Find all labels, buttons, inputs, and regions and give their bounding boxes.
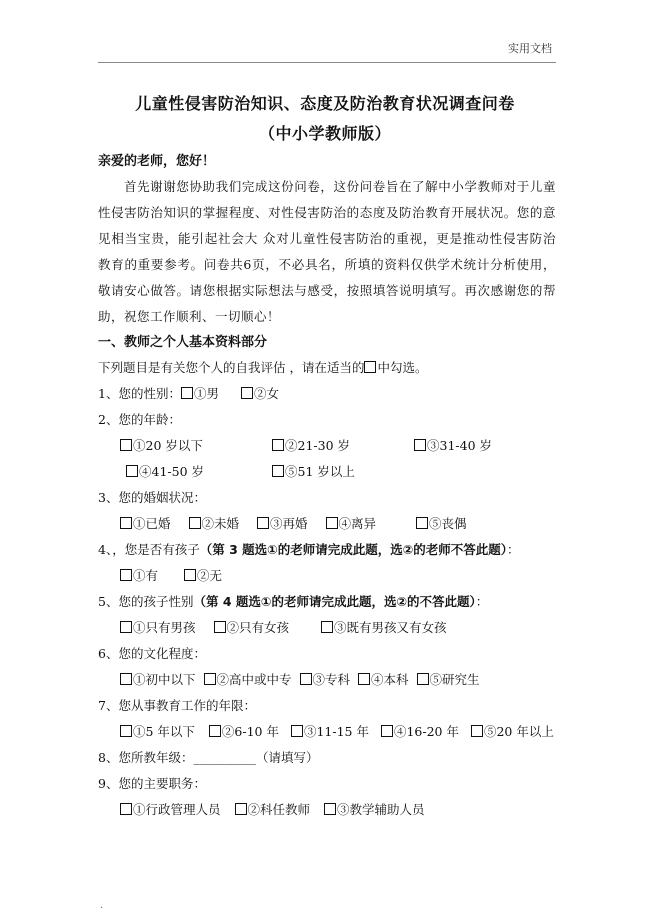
checkbox[interactable] <box>214 621 226 633</box>
checkbox[interactable] <box>417 673 429 685</box>
checkbox[interactable] <box>181 387 193 399</box>
checkbox[interactable] <box>184 569 196 581</box>
question-label: 4、，您是否有孩子 <box>98 542 200 557</box>
option-label: ⑤丧偶 <box>429 516 467 531</box>
checkbox[interactable] <box>272 465 284 477</box>
checkbox[interactable] <box>120 725 132 737</box>
option-years-4[interactable] <box>381 719 459 745</box>
checkbox[interactable] <box>300 673 312 685</box>
checkbox-sample <box>364 361 376 373</box>
option-years-1[interactable] <box>120 719 195 745</box>
question-tail: ： <box>507 542 520 557</box>
option-label: ②女 <box>253 386 279 401</box>
question-note: （第 3 题选①的老师请完成此题，选②的老师不答此题） <box>199 542 508 557</box>
checkbox[interactable] <box>326 517 338 529</box>
option-role-3[interactable] <box>324 797 425 823</box>
option-male[interactable] <box>181 381 219 407</box>
question-6: 6、您的文化程度： <box>98 646 206 661</box>
checkbox[interactable] <box>120 673 132 685</box>
section-instruction <box>98 355 556 381</box>
checkbox[interactable] <box>272 439 284 451</box>
checkbox[interactable] <box>416 517 428 529</box>
option-age-3[interactable] <box>414 433 492 459</box>
questionnaire-body <box>98 150 556 823</box>
option-label: ⑤研究生 <box>429 672 480 687</box>
checkbox[interactable] <box>381 725 393 737</box>
question-3-options <box>98 511 556 537</box>
option-age-5[interactable] <box>272 459 355 485</box>
footer-mark: . <box>100 900 104 911</box>
option-unmarried[interactable] <box>189 511 240 537</box>
checkbox[interactable] <box>241 387 253 399</box>
option-label: ④离异 <box>338 516 377 531</box>
option-age-1[interactable] <box>120 433 203 459</box>
option-label: ①5 年以下 <box>133 724 195 739</box>
checkbox[interactable] <box>324 803 336 815</box>
header-label: 实用文档 <box>508 42 552 55</box>
option-label: ⑤20 年以上 <box>483 724 554 739</box>
question-5 <box>98 589 556 615</box>
option-role-2[interactable] <box>235 797 311 823</box>
option-only-girls[interactable] <box>214 615 290 641</box>
question-6-options <box>98 667 556 693</box>
option-label: ②高中或中专 <box>216 672 292 687</box>
section-heading: 一、教师之个人基本资料部分 <box>98 335 268 350</box>
option-label: ①20 岁以下 <box>133 438 203 453</box>
checkbox[interactable] <box>471 725 483 737</box>
greeting: 亲爱的老师，您好！ <box>98 154 216 169</box>
checkbox[interactable] <box>120 517 132 529</box>
question-7: 7、您从事教育工作的年限： <box>98 698 256 713</box>
option-label: ③再婚 <box>270 516 308 531</box>
option-divorced[interactable] <box>326 511 377 537</box>
option-label: ④41-50 岁 <box>139 464 205 479</box>
option-label: ②6-10 年 <box>221 724 279 739</box>
option-edu-4[interactable] <box>358 667 409 693</box>
grade-blank[interactable]: __________ <box>193 750 256 765</box>
option-years-3[interactable] <box>291 719 369 745</box>
question-5-options <box>98 615 556 641</box>
question-1 <box>98 381 556 407</box>
option-edu-3[interactable] <box>300 667 351 693</box>
question-label: 1、您的性别： <box>98 386 181 401</box>
option-label: ③11-15 年 <box>303 724 369 739</box>
question-9-options <box>98 797 556 823</box>
header-rule <box>98 62 556 63</box>
option-label: ②未婚 <box>201 516 240 531</box>
option-no-child[interactable] <box>184 563 222 589</box>
option-widowed[interactable] <box>416 511 467 537</box>
question-4 <box>98 537 556 563</box>
question-tail: ： <box>475 594 489 609</box>
checkbox[interactable] <box>235 803 247 815</box>
instruction-text-a: 下列题目是有关您个人的自我评估 ，请在适当的 <box>98 360 365 375</box>
option-label: ②无 <box>197 568 223 583</box>
option-edu-5[interactable] <box>417 667 480 693</box>
option-label: ①只有男孩 <box>133 620 196 635</box>
checkbox[interactable] <box>120 621 132 633</box>
intro-paragraph: 首先谢谢您协助我们完成这份问卷，这份问卷旨在了解中小学教师对于儿童性侵害防治知识的掌握程度、对性侵害防治的态度及防治教育开展状况。您的意见相当宝贵，能引起社会大 众对儿童性侵害防治的重视，更是推动性侵害防治教育的重要参考。问卷共6页，不必具名，所填的资料仅供学术统计分析使用，敬请安心做答。请您根据实际想法与感受，按照填答说明填写。再次感谢您的帮助，祝您工作顺利、一切顺心！ <box>98 179 556 324</box>
option-label: ③31-40 岁 <box>427 438 493 453</box>
option-label: ⑤51 岁以上 <box>285 464 355 479</box>
option-label: ②科任教师 <box>247 802 311 817</box>
checkbox[interactable] <box>204 673 216 685</box>
option-label: ①有 <box>133 568 159 583</box>
option-female[interactable] <box>241 381 279 407</box>
question-7-options <box>98 719 556 745</box>
option-edu-2[interactable] <box>204 667 292 693</box>
option-label: ④本科 <box>371 672 409 687</box>
question-hint: （请填写） <box>255 750 319 765</box>
option-label: ④16-20 年 <box>393 724 459 739</box>
question-2-options-row2 <box>98 459 556 485</box>
checkbox[interactable] <box>189 517 201 529</box>
option-has-child[interactable] <box>120 563 158 589</box>
checkbox[interactable] <box>120 803 132 815</box>
option-only-boys[interactable] <box>120 615 196 641</box>
checkbox[interactable] <box>209 725 221 737</box>
checkbox[interactable] <box>120 569 132 581</box>
option-label: ③既有男孩又有女孩 <box>334 620 447 635</box>
option-label: ①初中以下 <box>133 672 196 687</box>
checkbox[interactable] <box>414 439 426 451</box>
option-remarried[interactable] <box>257 511 308 537</box>
option-label: ②只有女孩 <box>226 620 290 635</box>
question-label: 8、您所教年级： <box>98 750 194 765</box>
option-years-2[interactable] <box>209 719 279 745</box>
checkbox[interactable] <box>257 517 269 529</box>
checkbox[interactable] <box>126 465 138 477</box>
option-label: ①行政管理人员 <box>133 802 221 817</box>
checkbox[interactable] <box>358 673 370 685</box>
question-2: 2、您的年龄： <box>98 412 181 427</box>
option-label: ①男 <box>193 386 219 401</box>
checkbox[interactable] <box>321 621 333 633</box>
instruction-text-b: 中勾选。 <box>377 360 428 375</box>
option-label: ③专科 <box>312 672 351 687</box>
option-label: ①已婚 <box>133 516 171 531</box>
option-age-4[interactable] <box>126 459 204 485</box>
option-married[interactable] <box>120 511 171 537</box>
option-role-1[interactable] <box>120 797 221 823</box>
option-both[interactable] <box>321 615 447 641</box>
question-note: （第 4 题选①的老师请完成此题，选②的不答此题） <box>193 594 476 609</box>
page-title: 儿童性侵害防治知识、态度及防治教育状况调查问卷 <box>135 94 515 113</box>
page-subtitle: （中小学教师版） <box>258 124 391 143</box>
option-edu-1[interactable] <box>120 667 196 693</box>
question-8 <box>98 745 556 771</box>
question-2-options-row1 <box>98 433 556 459</box>
question-3: 3、您的婚姻状况： <box>98 490 206 505</box>
option-label: ②21-30 岁 <box>285 438 351 453</box>
option-label: ③教学辅助人员 <box>337 802 425 817</box>
checkbox[interactable] <box>120 439 132 451</box>
question-label: 5、您的孩子性别 <box>98 594 194 609</box>
question-9: 9、您的主要职务： <box>98 776 206 791</box>
question-4-options <box>98 563 556 589</box>
option-years-5[interactable] <box>471 719 554 745</box>
option-age-2[interactable] <box>272 433 350 459</box>
checkbox[interactable] <box>291 725 303 737</box>
